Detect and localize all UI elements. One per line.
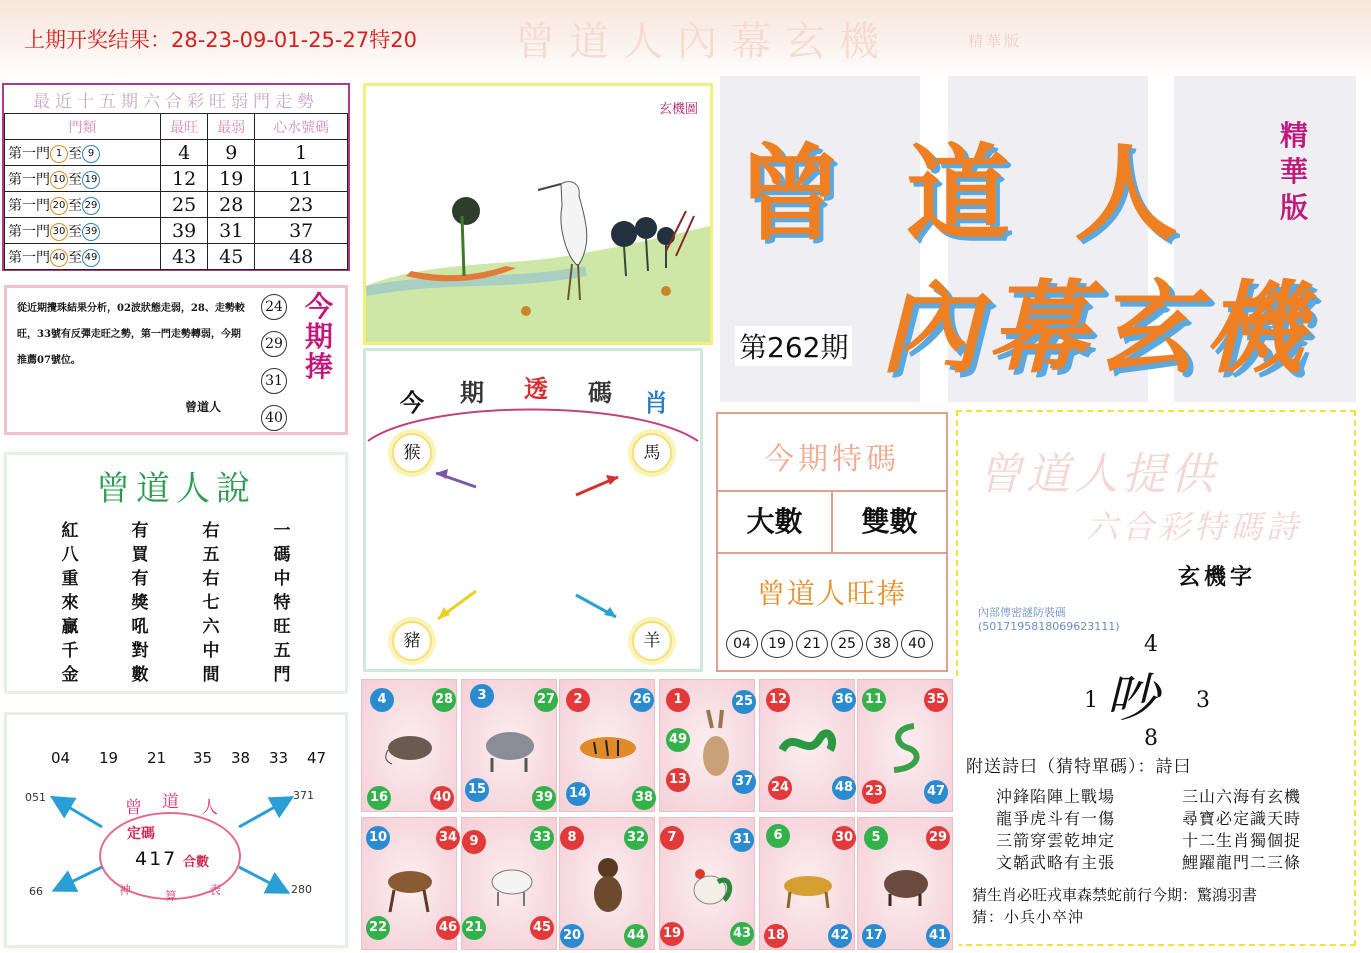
number-ball: 40 [430, 786, 454, 810]
number-ball: 15 [465, 778, 489, 802]
grid-cell-snake [857, 679, 953, 812]
table-row [5, 166, 348, 192]
hot-pick-number: 40 [901, 630, 933, 658]
center-suffix: 合數 [183, 855, 210, 870]
number-ball: 38 [632, 786, 656, 810]
number-ball: 14 [566, 782, 590, 806]
board-number: 47 [307, 749, 327, 767]
col-header: 門類 [5, 114, 161, 140]
number-ball: 18 [764, 924, 788, 948]
range-end: 9 [82, 145, 100, 163]
verse-char: 八 [61, 545, 79, 565]
verse-char: 特 [273, 593, 291, 613]
corner-value: 371 [293, 789, 314, 802]
number-ball: 29 [926, 826, 950, 850]
number-ball: 42 [828, 924, 852, 948]
verse-char: 獎 [131, 593, 149, 613]
number-ball: 22 [366, 916, 390, 940]
pick-cell: 1 [255, 140, 348, 166]
poem-line: 龍爭虎斗有一傷 [996, 809, 1116, 828]
range-sep: 至 [68, 223, 82, 240]
max-cell: 39 [161, 218, 208, 244]
number-ball: 13 [666, 768, 690, 792]
bottom-char: 表 [209, 883, 222, 897]
verse-char: 旺 [273, 617, 291, 637]
number-ball: 21 [462, 916, 486, 940]
pick-number: 31 [261, 368, 287, 394]
poem-line: 尋寶必定識天時 [1182, 809, 1302, 828]
grid-cell-dragon [759, 679, 855, 812]
monkey-icon [586, 854, 632, 916]
grid-cell-pig [857, 817, 953, 950]
poem-subtitle: 六合彩特碼詩 [1086, 508, 1303, 546]
edition-char: 精 [1279, 119, 1308, 152]
says-title: 曾道人說 [96, 469, 256, 509]
verse-char: 六 [202, 617, 220, 637]
number-ball: 45 [530, 916, 554, 940]
corner-value: 66 [29, 885, 43, 898]
arrow-diagram [7, 715, 345, 945]
poem-line: 十二生肖獨個捉 [1182, 831, 1302, 850]
number-ball: 37 [732, 770, 756, 794]
verse-char: 數 [131, 665, 149, 685]
hot-pick-number: 04 [726, 630, 758, 658]
number-ball: 17 [862, 924, 886, 948]
poem-footer: 猜：小兵小卒沖 [972, 908, 1085, 926]
pick-number: 29 [261, 331, 287, 357]
horse-icon [380, 854, 440, 916]
poem-line: 沖鋒陷陣上戰場 [996, 787, 1116, 806]
trend-table-panel [2, 83, 350, 271]
this-issue-tag [297, 292, 341, 382]
verse-char: 中 [202, 641, 220, 661]
board-number: 19 [99, 749, 119, 767]
poem-line: 三山六海有玄機 [1182, 787, 1302, 806]
number-ball: 19 [660, 922, 684, 946]
max-cell: 43 [161, 244, 208, 270]
title-char: 透 [524, 374, 548, 403]
goat-icon [484, 854, 540, 910]
previous-result: 上期开奖结果：28-23-09-01-25-27特20 [24, 28, 417, 52]
number-ball: 33 [530, 826, 554, 850]
bottom-char: 算 [165, 889, 178, 903]
table-row [5, 244, 348, 270]
grid-cell-goat [461, 817, 557, 950]
arrow-bl [57, 867, 102, 889]
verse-char: 一 [273, 521, 291, 541]
range-sep: 至 [68, 249, 82, 266]
range-sep: 至 [68, 197, 82, 214]
zodiac-monkey: 猴 [392, 433, 432, 473]
number-ball: 43 [730, 922, 754, 946]
number-ball: 32 [624, 826, 648, 850]
board-number: 21 [147, 749, 167, 767]
attribute-even: 雙數 [831, 492, 946, 552]
arrow-tl [55, 799, 102, 827]
edition-label [1278, 118, 1310, 226]
verse-char: 門 [273, 665, 291, 685]
verse-column [129, 519, 151, 687]
trend-table [4, 113, 348, 270]
zodiac-panel [363, 348, 703, 672]
hot-pick-numbers [726, 630, 946, 658]
number-ball: 24 [768, 776, 792, 800]
zodiac-horse: 馬 [632, 433, 672, 473]
number-ball: 12 [766, 688, 790, 712]
max-cell: 4 [161, 140, 208, 166]
verse-column [200, 519, 222, 687]
edition-char: 版 [1279, 191, 1308, 224]
range-end: 19 [82, 171, 100, 189]
gate-label: 第一門 [8, 197, 50, 214]
range-sep: 至 [68, 145, 82, 162]
number-ball: 34 [436, 826, 460, 850]
number-ball: 44 [624, 924, 648, 948]
poem-intro: 附送詩曰（猜特單碼）：詩曰 [966, 757, 1192, 777]
number-ball: 4 [370, 688, 394, 712]
egret-illustration [366, 86, 710, 342]
max-cell: 25 [161, 192, 208, 218]
pick-cell: 48 [255, 244, 348, 270]
says-panel [4, 452, 348, 694]
dog-icon [776, 862, 840, 912]
number-ball: 36 [832, 688, 856, 712]
zodiac-pig: 豬 [392, 621, 432, 661]
verse-column [59, 519, 81, 687]
gate-label: 第一門 [8, 171, 50, 188]
range-start: 40 [50, 249, 68, 267]
col-header: 最旺 [161, 114, 208, 140]
riddle-heading: 玄機字 [1178, 564, 1257, 590]
corner-value: 280 [291, 883, 312, 896]
arc-char: 道 [162, 792, 179, 812]
range-start: 1 [50, 145, 68, 163]
number-ball: 16 [367, 786, 391, 810]
poem-panel [956, 410, 1356, 946]
col-header: 最弱 [208, 114, 255, 140]
center-value: 417 [135, 848, 178, 870]
tag-char: 捧 [304, 350, 333, 383]
number-ball: 10 [366, 826, 390, 850]
gate-label: 第一門 [8, 145, 50, 162]
grid-cell-rabbit [659, 679, 755, 812]
board-number: 04 [51, 749, 71, 767]
range-end: 39 [82, 223, 100, 241]
number-ball: 20 [560, 924, 584, 948]
analysis-signature: 曾道人 [185, 400, 222, 414]
verse-char: 有 [131, 521, 149, 541]
special-title: 今期特碼 [764, 442, 900, 477]
riddle-bottom: 8 [1144, 726, 1158, 751]
max-cell: 12 [161, 166, 208, 192]
number-ball: 46 [436, 916, 460, 940]
verse-char: 吼 [131, 617, 149, 637]
grid-cell-monkey [559, 817, 655, 950]
picture-label: 玄機圖 [658, 102, 698, 117]
pick-number: 24 [261, 294, 287, 320]
riddle-right: 3 [1196, 688, 1210, 713]
grid-cell-tiger [559, 679, 655, 812]
arrow-br [239, 867, 285, 891]
title-char: 肖 [644, 388, 668, 417]
analysis-text: 從近期攪珠結果分析，02波狀態走弱，28、走勢較旺，33號有反彈走旺之勢，第一門走勢轉弱，今期推薦07號位。 [17, 303, 245, 366]
min-cell: 28 [208, 192, 255, 218]
rooster-icon [686, 856, 736, 916]
verse-char: 金 [61, 665, 79, 685]
arrow-tr [239, 799, 289, 827]
special-code-panel [716, 412, 948, 672]
pick-cell: 11 [255, 166, 348, 192]
range-sep: 至 [68, 171, 82, 188]
range-end: 49 [82, 249, 100, 267]
number-ball: 48 [832, 776, 856, 800]
number-ball: 8 [560, 826, 584, 850]
pig-icon [876, 860, 936, 910]
grid-cell-dog [759, 817, 855, 950]
number-ball: 5 [864, 826, 888, 850]
verse-char: 千 [61, 641, 79, 661]
analysis-panel [4, 285, 348, 435]
main-title-line2: 內幕玄機 [880, 269, 1312, 387]
number-ball: 3 [470, 684, 494, 708]
attribute-big: 大數 [746, 505, 803, 538]
title-char: 碼 [588, 378, 612, 407]
number-ball: 7 [660, 826, 684, 850]
number-ball: 11 [862, 688, 886, 712]
min-cell: 19 [208, 166, 255, 192]
verse-char: 間 [202, 665, 220, 685]
gate-label: 第一門 [8, 249, 50, 266]
board-number: 35 [193, 749, 213, 767]
arc-char: 人 [201, 798, 218, 818]
pick-number: 40 [261, 405, 287, 431]
min-cell: 45 [208, 244, 255, 270]
rat-icon [382, 720, 438, 770]
board-number: 33 [269, 749, 289, 767]
riddle-top: 4 [1144, 632, 1158, 657]
number-ball: 49 [666, 728, 690, 752]
verse-char: 紅 [61, 521, 79, 541]
center-label: 定碼 [127, 826, 155, 842]
number-ball: 39 [532, 786, 556, 810]
verse-char: 七 [202, 593, 220, 613]
col-header: 心水號碼 [255, 114, 348, 140]
poem-line: 鯉躍龍門二三條 [1182, 853, 1302, 872]
tag-char: 今 [304, 290, 333, 323]
hot-pick-number: 38 [866, 630, 898, 658]
edition-char: 華 [1279, 155, 1308, 188]
tiger-icon [574, 728, 640, 772]
verse-char: 買 [131, 545, 149, 565]
verse-char: 五 [273, 641, 291, 661]
hot-pick-number: 19 [761, 630, 793, 658]
riddle-character: 吵 [1106, 669, 1159, 729]
snake-icon [884, 720, 928, 776]
number-ball: 26 [630, 688, 654, 712]
range-end: 29 [82, 197, 100, 215]
number-ball: 23 [862, 780, 886, 804]
gate-label: 第一門 [8, 223, 50, 240]
faded-subtitle: 精華版 [968, 32, 1023, 50]
number-ball: 47 [924, 780, 948, 804]
trend-title: 最近十五期六合彩旺弱門走勢 [33, 92, 319, 112]
issue-number: 第262期 [735, 326, 852, 366]
number-ball: 25 [732, 690, 756, 714]
number-ball: 2 [566, 688, 590, 712]
faded-title: 曾道人內幕玄機 [515, 19, 893, 65]
pick-cell: 23 [255, 192, 348, 218]
number-ball: 31 [730, 828, 754, 852]
riddle-note: 內部傳密謎防裝碼 [978, 606, 1066, 619]
verse-char: 五 [202, 545, 220, 565]
verse-char: 右 [202, 521, 220, 541]
number-ball: 28 [432, 688, 456, 712]
zodiac-number-grid [361, 679, 959, 953]
grid-cell-horse [361, 817, 457, 950]
zodiac-goat: 羊 [632, 621, 672, 661]
arc-char: 曾 [125, 798, 142, 818]
riddle-left: 1 [1084, 688, 1098, 713]
poem-line: 三箭穿雲乾坤定 [996, 831, 1116, 850]
number-ball: 35 [924, 688, 948, 712]
range-start: 30 [50, 223, 68, 241]
number-ball: 1 [666, 688, 690, 712]
verse-char: 重 [61, 569, 79, 589]
table-row [5, 218, 348, 244]
poem-title: 曾道人提供 [978, 449, 1218, 500]
rabbit-icon [696, 708, 736, 780]
board-number: 38 [231, 749, 251, 767]
number-board [4, 712, 348, 948]
min-cell: 31 [208, 218, 255, 244]
main-title-line1: 曾道人 [738, 132, 1243, 255]
hot-pick-number: 21 [796, 630, 828, 658]
tag-char: 期 [304, 320, 333, 353]
poem-line: 文韜武略有主張 [996, 853, 1116, 872]
table-row [5, 140, 348, 166]
table-row [5, 192, 348, 218]
number-ball: 41 [926, 924, 950, 948]
verse-char: 贏 [61, 617, 79, 637]
grid-cell-ox [461, 679, 557, 812]
verse-char: 來 [61, 593, 79, 613]
dragon-icon [778, 720, 838, 770]
range-start: 10 [50, 171, 68, 189]
poem-footer: 猜生肖必旺戎車森禁蛇前行今期：驚鴻羽書 [972, 886, 1258, 904]
verse-char: 碼 [273, 545, 291, 565]
range-start: 20 [50, 197, 68, 215]
hot-pick-number: 25 [831, 630, 863, 658]
corner-value: 051 [25, 791, 46, 804]
riddle-picture [363, 83, 713, 345]
riddle-code: (5017195818069623111) [978, 620, 1120, 633]
verse-column [271, 519, 293, 687]
number-ball: 30 [832, 826, 856, 850]
min-cell: 9 [208, 140, 255, 166]
verse-char: 右 [202, 569, 220, 589]
verse-char: 中 [273, 569, 291, 589]
grid-cell-rooster [659, 817, 755, 950]
number-ball: 27 [534, 688, 558, 712]
grid-cell-rat [361, 679, 457, 812]
special-attributes [718, 490, 946, 554]
ox-icon [480, 720, 540, 776]
bottom-char: 神 [119, 883, 132, 897]
number-ball: 9 [462, 830, 486, 854]
number-ball: 6 [766, 824, 790, 848]
title-char: 期 [460, 378, 484, 407]
pick-cell: 37 [255, 218, 348, 244]
hot-pick-title: 曾道人旺捧 [756, 577, 907, 610]
verse-char: 對 [131, 641, 149, 661]
title-char: 今 [400, 388, 424, 417]
verse-char: 有 [131, 569, 149, 589]
